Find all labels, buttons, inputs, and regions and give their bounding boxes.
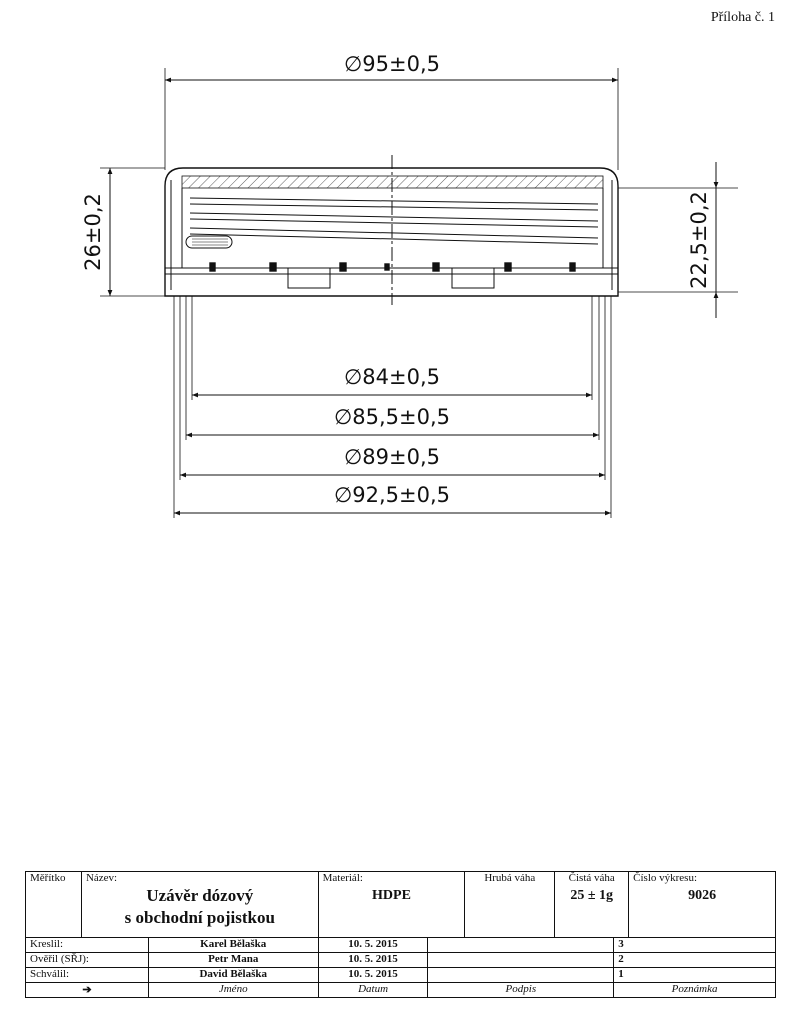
date-value: 10. 5. 2015	[318, 968, 428, 983]
person-name: Petr Mana	[148, 953, 318, 968]
name-label: Název:	[85, 872, 118, 884]
role-label: Kreslil:	[26, 938, 149, 953]
drawing-number-value: 9026	[688, 888, 717, 903]
date-value: 10. 5. 2015	[318, 938, 428, 953]
revision-value: 1	[614, 968, 776, 983]
gross-weight-label: Hrubá váha	[484, 872, 536, 884]
dim-diameter-92-5: ∅92,5±0,5	[333, 483, 451, 507]
gross-weight-cell	[465, 872, 555, 938]
person-name: Karel Bělaška	[148, 938, 318, 953]
signature-cell	[428, 938, 614, 953]
name-cell	[81, 872, 318, 938]
scale-cell	[26, 872, 82, 938]
dim-outer-diameter: ∅95±0,5	[343, 52, 441, 76]
annex-label: Příloha č. 1	[710, 10, 775, 25]
signature-cell	[428, 968, 614, 983]
footer-note-label: Poznámka	[614, 983, 776, 998]
material-value: HDPE	[372, 888, 411, 903]
table-row	[26, 953, 776, 968]
table-row	[26, 938, 776, 953]
footer-date-label: Datum	[318, 983, 428, 998]
role-label: Ověřil (SŘJ):	[26, 953, 149, 968]
dim-diameter-89: ∅89±0,5	[343, 445, 441, 469]
role-label: Schválil:	[26, 968, 149, 983]
footer-row	[26, 983, 776, 998]
net-weight-value: 25 ± 1g	[570, 888, 614, 903]
table-row	[26, 968, 776, 983]
scale-label: Měřítko	[30, 872, 66, 884]
drawing-number-cell	[629, 872, 776, 938]
revision-value: 2	[614, 953, 776, 968]
signature-cell	[428, 953, 614, 968]
dim-diameter-84: ∅84±0,5	[343, 365, 441, 389]
date-value: 10. 5. 2015	[318, 953, 428, 968]
material-cell	[318, 872, 465, 938]
revision-value: 3	[614, 938, 776, 953]
title-block	[25, 871, 776, 998]
drawing-number-label: Číslo výkresu:	[633, 872, 698, 884]
part-name-line2: s obchodní pojistkou	[124, 908, 275, 927]
footer-name-label: Jméno	[148, 983, 318, 998]
person-name: David Bělaška	[148, 968, 318, 983]
part-name-line1: Uzávěr dózový	[146, 886, 254, 905]
net-weight-cell	[555, 872, 629, 938]
footer-signature-label: Podpis	[428, 983, 614, 998]
dim-diameter-85-5: ∅85,5±0,5	[333, 405, 451, 429]
arrow-icon: ➔	[26, 983, 149, 998]
dim-inner-height: 22,5±0,2	[687, 191, 711, 289]
material-label: Materiál:	[322, 872, 363, 884]
dim-total-height: 26±0,2	[81, 193, 105, 271]
net-weight-label: Čistá váha	[568, 872, 615, 884]
